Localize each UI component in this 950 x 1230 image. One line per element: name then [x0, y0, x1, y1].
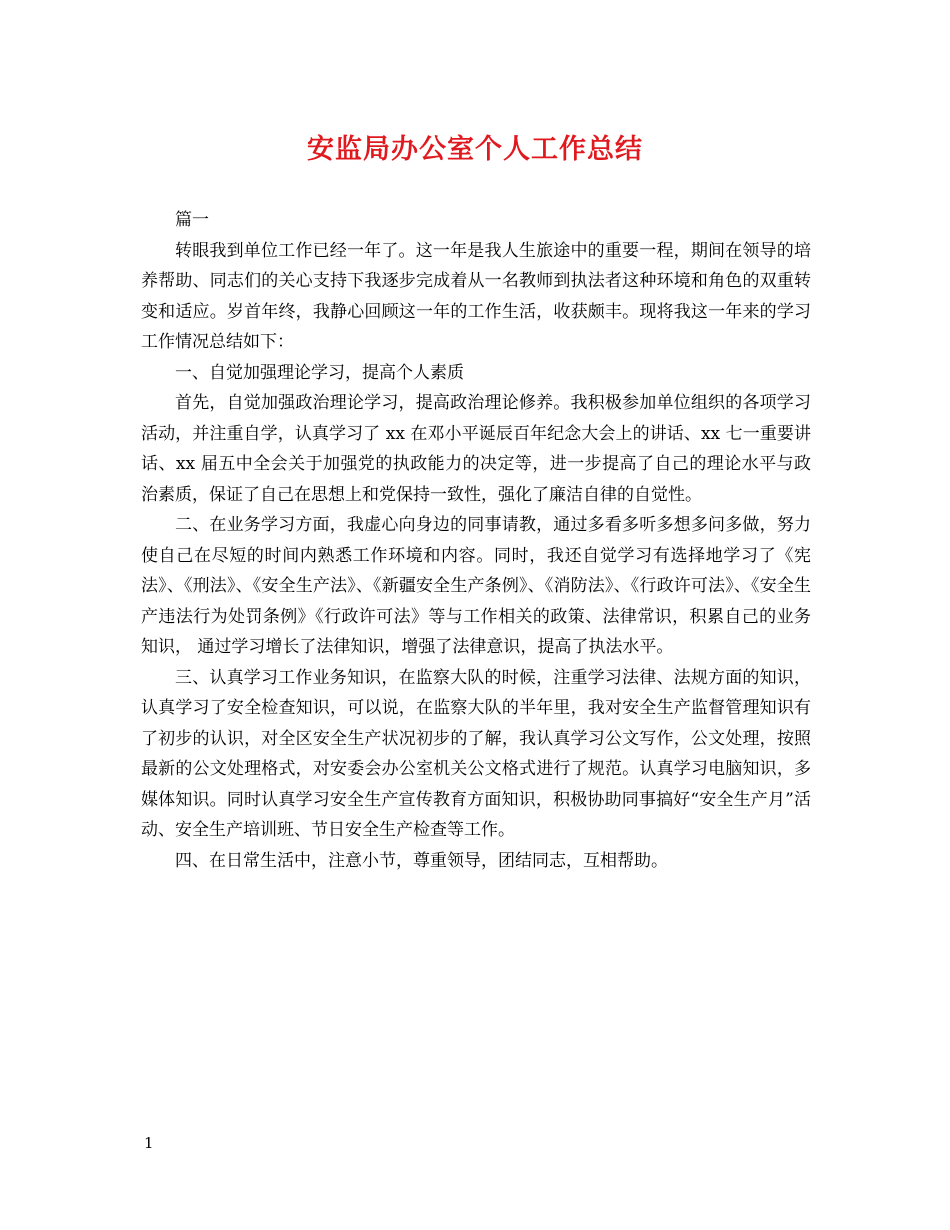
paragraph-section-label: 篇一: [175, 210, 209, 230]
paragraph-business-study: 二、在业务学习方面，我虚心向身边的同事请教，通过多看多听多想多问多做，努力使自己在尽短的时间内熟悉工作环境和内容。同时，我还自觉学习有选择地学习了《宪法》、《刑法》、《安全生产法》、《新疆安全生产条例》、《消防法》、《行政许可法》、《安全生产违法行为处罚条例》《行政许可法》等与工作相关的政策、法律常识，积累自己的业务知识， 通过学习增长了法律知识，增强了法律意识，提高了执法水平。: [141, 515, 811, 657]
paragraph-heading-1: 一、自觉加强理论学习，提高个人素质: [175, 362, 464, 383]
paragraph-intro: 转眼我到单位工作已经一年了。这一年是我人生旅途中的重要一程，期间在领导的培养帮助、同志们的关心支持下我逐步完成着从一名教师到执法者这种环境和角色的双重转变和适应。岁首年终，我静心回顾这一年的工作生活，收获颇丰。现将我这一年来的学习工作情况总结如下：: [141, 240, 811, 352]
paragraph-work-knowledge: 三、认真学习工作业务知识，在监察大队的时候，注重学习法律、法规方面的知识，认真学习了安全检查知识，可以说，在监察大队的半年里，我对安全生产监督管理知识有了初步的认识，对全区安全生产状况初步的了解，我认真学习公文写作，公文处理，按照最新的公文处理格式，对安委会办公室机关公文格式进行了规范。认真学习电脑知识，多媒体知识。同时认真学习安全生产宣传教育方面知识，积极协助同事搞好“安全生产月”活动、安全生产培训班、节日安全生产检查等工作。: [141, 667, 811, 840]
document-body: [141, 205, 811, 876]
document-title: 安监局办公室个人工作总结: [307, 134, 643, 165]
paragraph-theory-study: 首先，自觉加强政治理论学习，提高政治理论修养。我积极参加单位组织的各项学习活动，并注重自学，认真学习了 xx 在邓小平诞辰百年纪念大会上的讲话、xx 七一重要讲话、xx 届五中全会关于加强党的执政能力的决定等，进一步提高了自己的理论水平与政治素质，保证了自己在思想上和党保持一致性，强化了廉洁自律的自觉性。: [141, 393, 811, 505]
paragraph-daily-life: 四、在日常生活中，注意小节，尊重领导，团结同志，互相帮助。: [175, 850, 668, 871]
page-number: 1: [144, 1134, 154, 1152]
